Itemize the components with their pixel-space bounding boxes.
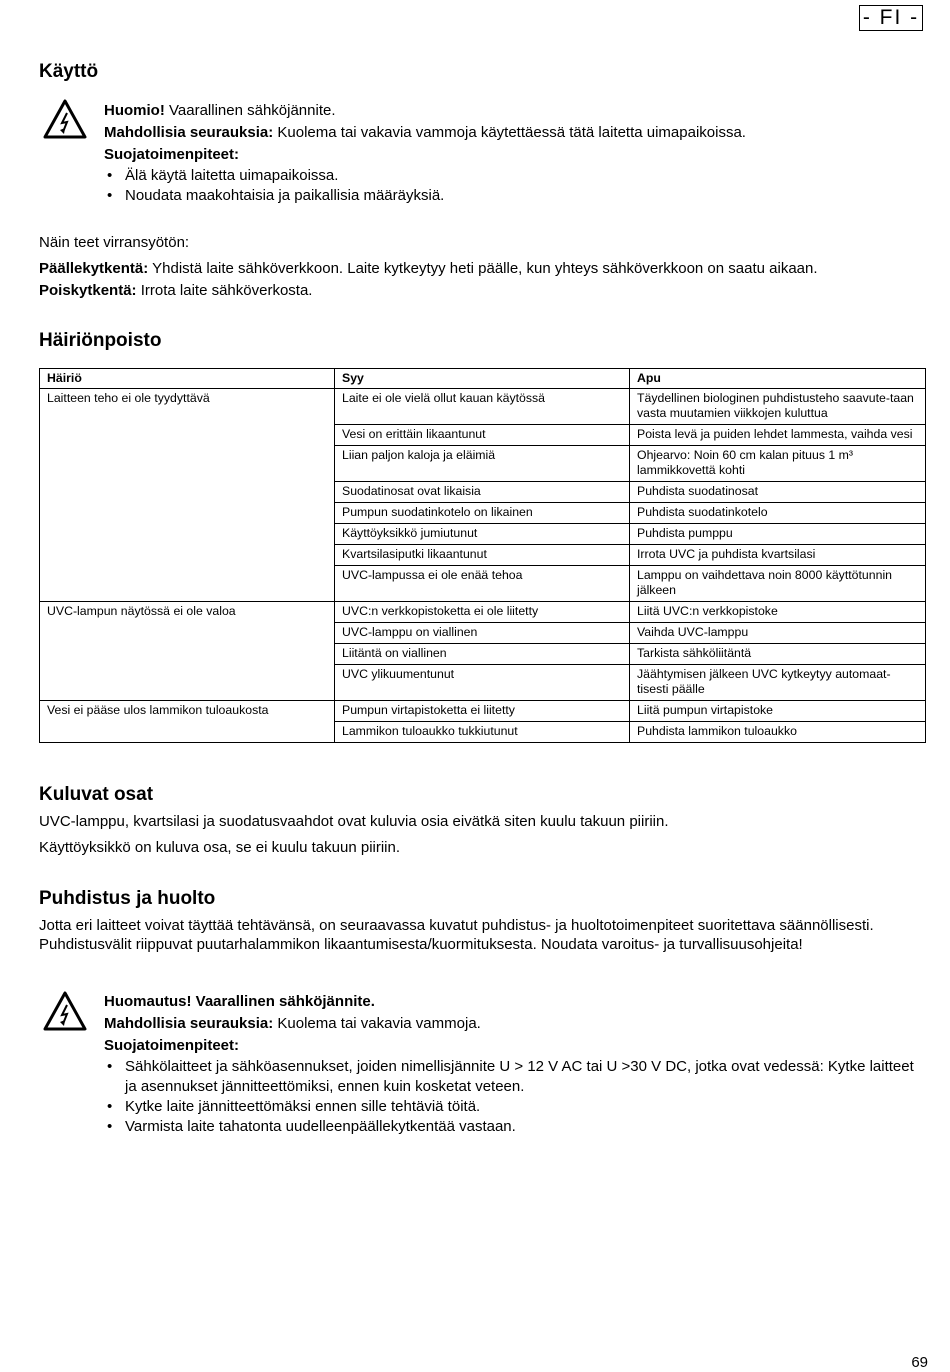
troubleshooting-table <box>39 368 926 743</box>
header-fault: Häiriö <box>40 369 335 389</box>
cause-cell: Laite ei ole vielä ollut kauan käytössä <box>335 389 630 425</box>
warning-text: Vaarallinen sähköjännite. <box>164 102 336 119</box>
fault-cell: Vesi ei pääse ulos lammikon tuloaukosta <box>40 701 335 743</box>
cause-cell: Lammikon tuloaukko tukkiutunut <box>335 722 630 743</box>
page-number: 69 <box>911 1354 928 1371</box>
table-row <box>40 701 926 722</box>
power-instructions <box>39 233 929 300</box>
remedy-cell: Irrota UVC ja puhdista kvartsilasi <box>630 545 926 566</box>
cause-cell: UVC:n verkkopistoketta ei ole liitetty <box>335 602 630 623</box>
warning-block-usage <box>104 101 924 206</box>
header-cause: Syy <box>335 369 630 389</box>
remedy-cell: Puhdista suodatinkotelo <box>630 503 926 524</box>
table-header-row <box>40 369 926 389</box>
measures-label: Suojatoimenpiteet: <box>104 1037 240 1054</box>
remedy-cell: Tarkista sähköliitäntä <box>630 644 926 665</box>
remedy-cell: Puhdista pumppu <box>630 524 926 545</box>
fault-cell: Laitteen teho ei ole tyydyttävä <box>40 389 335 602</box>
remedy-cell: Puhdista suodatinosat <box>630 482 926 503</box>
header-remedy: Apu <box>630 369 926 389</box>
section-title-troubleshooting: Häiriönpoisto <box>39 330 162 351</box>
table-row <box>40 389 926 425</box>
language-badge: - FI - <box>859 5 923 31</box>
wear-parts-line: Käyttöyksikkö on kuluva osa, se ei kuulu takuun piiriin. <box>39 839 401 856</box>
cause-cell: Pumpun virtapistoketta ei liitetty <box>335 701 630 722</box>
warning-electric-icon <box>42 98 88 140</box>
power-intro: Näin teet virransyötön: <box>39 234 190 251</box>
remedy-cell: Lamppu on vaihdettava noin 8000 käyttötunnin jälkeen <box>630 566 926 602</box>
measure-item: • Kytke laite jännitteettömäksi ennen sille tehtäviä töitä. <box>104 1097 919 1117</box>
cause-cell: Liitäntä on viallinen <box>335 644 630 665</box>
cause-cell: Käyttöyksikkö jumiutunut <box>335 524 630 545</box>
section-title-kaytto: Käyttö <box>39 61 99 82</box>
consequences-text: Kuolema tai vakavia vammoja käytettäessä tätä laitetta uimapaikoissa. <box>273 124 746 141</box>
warning-electric-icon <box>42 990 88 1032</box>
consequences-label: Mahdollisia seurauksia: <box>104 124 274 141</box>
remedy-cell: Puhdista lammikon tuloaukko <box>630 722 926 743</box>
consequences-label: Mahdollisia seurauksia: <box>104 1015 274 1032</box>
switch-on-label: Päällekytkentä: <box>39 260 149 277</box>
consequences-text: Kuolema tai vakavia vammoja. <box>273 1015 481 1032</box>
switch-off-label: Poiskytkentä: <box>39 282 137 299</box>
cause-cell: Liian paljon kaloja ja eläimiä <box>335 446 630 482</box>
cause-cell: Suodatinosat ovat likaisia <box>335 482 630 503</box>
remedy-cell: Liitä UVC:n verkkopistoke <box>630 602 926 623</box>
warning-block-cleaning <box>104 992 919 1137</box>
switch-on-text: Yhdistä laite sähköverkkoon. Laite kytkeytyy heti päälle, kun yhteys sähköverkkoon on saatu aikaan. <box>148 260 818 277</box>
warning-label: Huomio! <box>104 102 165 119</box>
measure-item: • Noudata maakohtaisia ja paikallisia määräyksiä. <box>104 186 924 206</box>
remedy-cell: Jäähtymisen jälkeen UVC kytkeytyy automaat-tisesti päälle <box>630 665 926 701</box>
cause-cell: Vesi on erittäin likaantunut <box>335 425 630 446</box>
section-title-wear-parts: Kuluvat osat <box>39 784 154 805</box>
cause-cell: UVC ylikuumentunut <box>335 665 630 701</box>
remedy-cell: Poista levä ja puiden lehdet lammesta, vaihda vesi <box>630 425 926 446</box>
measure-item: • Älä käytä laitetta uimapaikoissa. <box>104 166 924 186</box>
switch-off-text: Irrota laite sähköverkosta. <box>136 282 313 299</box>
cleaning-text: Jotta eri laitteet voivat täyttää tehtävänsä, on seuraavassa kuvatut puhdistus- ja huoltotoimenpiteet suoritettava säännöllisesti. Puhdistusvälit riippuvat puutarhalammikon likaantumisesta/kuormituksesta. Noudata varoitus- ja turvallisuusohjeita! <box>39 917 874 953</box>
cause-cell: Pumpun suodatinkotelo on likainen <box>335 503 630 524</box>
remedy-cell: Vaihda UVC-lamppu <box>630 623 926 644</box>
warning-label: Huomautus! Vaarallinen sähköjännite. <box>104 993 375 1010</box>
remedy-cell: Ohjearvo: Noin 60 cm kalan pituus 1 m³ lammikkovettä kohti <box>630 446 926 482</box>
measures-label: Suojatoimenpiteet: <box>104 146 240 163</box>
cause-cell: UVC-lampussa ei ole enää tehoa <box>335 566 630 602</box>
wear-parts-text <box>39 812 929 857</box>
wear-parts-line: UVC-lamppu, kvartsilasi ja suodatusvaahdot ovat kuluvia osia eivätkä siten kuulu takuun piiriin. <box>39 813 669 830</box>
table-row <box>40 602 926 623</box>
cause-cell: Kvartsilasiputki likaantunut <box>335 545 630 566</box>
measure-item: • Varmista laite tahatonta uudelleenpäällekytkentää vastaan. <box>104 1117 919 1137</box>
remedy-cell: Liitä pumpun virtapistoke <box>630 701 926 722</box>
section-title-cleaning: Puhdistus ja huolto <box>39 888 216 909</box>
fault-cell: UVC-lampun näytössä ei ole valoa <box>40 602 335 701</box>
cause-cell: UVC-lamppu on viallinen <box>335 623 630 644</box>
remedy-cell: Täydellinen biologinen puhdistusteho saavute-taan vasta muutamien viikkojen kuluttua <box>630 389 926 425</box>
measure-item: • Sähkölaitteet ja sähköasennukset, joiden nimellisjännite U > 12 V AC tai U >30 V DC, jotka ovat vedessä: Kytke laitteet ja asennukset jännitteettömiksi, ennen kuin kosketat veteen. <box>104 1057 919 1097</box>
